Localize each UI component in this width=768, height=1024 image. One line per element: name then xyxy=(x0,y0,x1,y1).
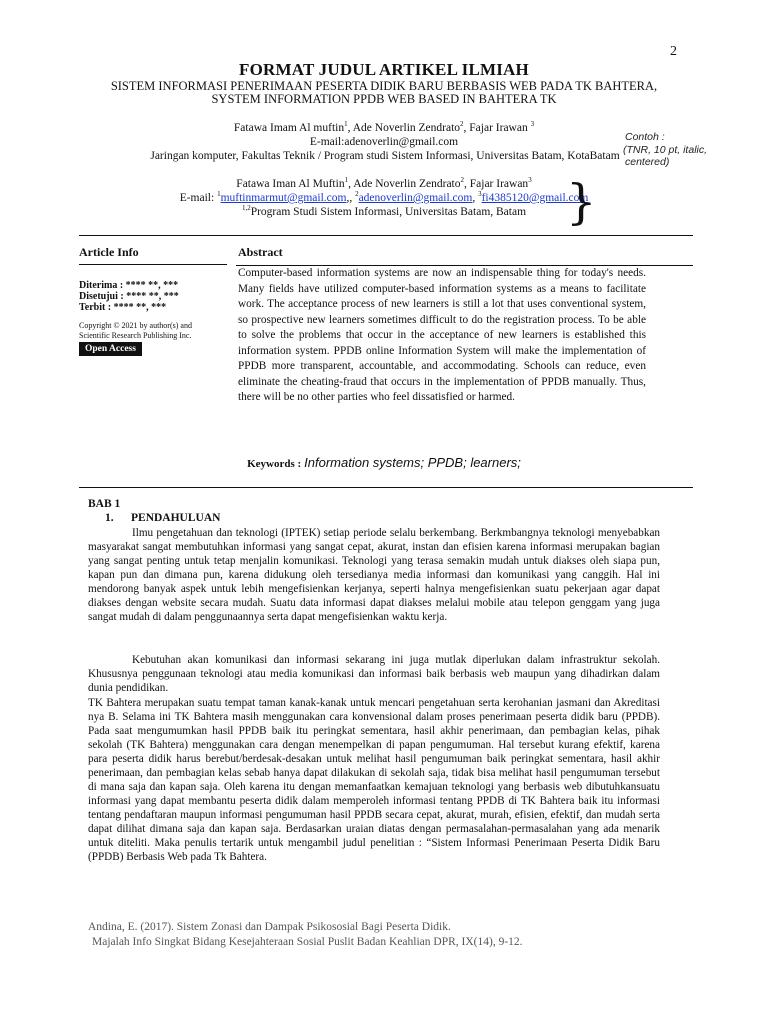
author-3: , Fajar Irawan xyxy=(464,178,529,190)
abstract-heading: Abstract xyxy=(238,245,283,259)
format-note xyxy=(625,131,765,169)
author-1-sup: 1 xyxy=(344,120,348,129)
format-note-line-3: centered) xyxy=(625,156,670,168)
reference-line-1: Andina, E. (2017). Sistem Zonasi dan Dampak Psikososial Bagi Peserta Didik. xyxy=(88,921,451,933)
affiliation-line-1: Jaringan komputer, Fakultas Teknik / Program studi Sistem Informasi, Universitas Batam, KotaBatam xyxy=(150,150,620,162)
author-2: , Ade Noverlin Zendrato xyxy=(348,178,461,190)
bottom-rule xyxy=(79,487,693,488)
affiliation-text: Program Studi Sistem Informasi, Universitas Batam, Batam xyxy=(250,206,527,218)
email-label: E-mail: xyxy=(179,192,218,204)
keywords-label: Keywords : xyxy=(247,458,302,470)
paragraph-2: Kebutuhan akan komunikasi dan informasi sekarang ini juga mutlak diperlukan dalam infrastruktur sekolah. Khususnya penggunaan teknologi atau media komunikasi dan informasi baik berbasis web maupun yang dihadirkan dalam dunia pendidikan. xyxy=(88,654,660,694)
affiliation-line-2 xyxy=(0,205,768,219)
chapter-heading: BAB 1 xyxy=(88,498,121,510)
author-3-sup: 3 xyxy=(530,120,535,129)
email-separator-2: , xyxy=(472,192,479,204)
author-2-sup: 2 xyxy=(460,176,464,185)
subtitle-line-2: SYSTEM INFORMATION PPDB WEB BASED IN BAHTERA TK xyxy=(211,92,557,106)
received-date: Diterima : **** **, *** xyxy=(79,280,179,291)
author-2: , Ade Noverlin Zendrato xyxy=(347,122,461,134)
author-1-sup: 1 xyxy=(344,176,349,185)
author-3-sup: 3 xyxy=(528,176,532,185)
email-line-1: E-mail:adenoverlin@gmail.com xyxy=(309,136,459,148)
abstract-text: Computer-based information systems are now an indispensable thing for today's needs. Many fields have utilized computer-based information systems as a means to facilitate work. The acceptance process of new learners is still a lot that uses conventional system, so prospective new learners sometimes difficult to do the registration process. To be able to solve the problems that occur in the acceptance of new learners is established this information system. PPDB online Information System will make the implementation of PPDB more transparent, accountable, and accommodating. Schools can reduce, even eliminate the cheating-fraud that occurs in the implementation of PPDB manually. Thus, there will be no other parties who feel dissatisfied or harmed. xyxy=(238,267,646,403)
email-link-1[interactable]: muftinmarmut@gmail.com xyxy=(220,192,347,204)
keywords xyxy=(0,455,768,470)
right-brace-icon: } xyxy=(566,174,597,230)
reference-line-2: Majalah Info Singkat Bidang Kesejahteraan Sosial Puslit Badan Keahlian DPR, IX(14), 9-12. xyxy=(92,936,523,948)
paragraph-1: Ilmu pengetahuan dan teknologi (IPTEK) setiap periode selalu berkembang. Berkmbangnya teknologi menyebabkan masyarakat sangat membutuhkan informasi yang sangat cepat, akurat, instan dan efisien karena informasi merupakan bagian yang sangat penting untuk tetap menjalin komunikasi. Teknologi yang terasa semakin mudah untuk diakses oleh siapa pun, kapan pun dan dimana pun, karena didukung oleh tersedianya media informasi dan komunikasi yang canggih. Hal ini mendorong banyak aspek untuk lebih mengefisienkan kerjanya, seperti halnya mengefisienkan suatu pekerjaan agar dapat diakses dengan website secara mudah. Suatu data informasi dapat diakses melalui mobile atau telepon genggam yang juga sangat mudah di dalam penggunaannya serta dapat mengefisienkan waktu kerja. xyxy=(88,527,660,623)
email-line-2 xyxy=(0,191,768,205)
email-link-2[interactable]: adenoverlin@gmail.com xyxy=(358,192,473,204)
copyright-notice: Copyright © 2021 by author(s) and Scientific Research Publishing Inc. xyxy=(79,321,192,340)
section-title: PENDAHULUAN xyxy=(131,512,221,524)
top-rule xyxy=(79,235,693,236)
email-2-sup: 2 xyxy=(355,190,359,199)
approved-date: Disetujui : **** **, *** xyxy=(79,291,179,302)
author-1: Fatawa Iman Al Muftin xyxy=(236,178,345,190)
authors-line-2 xyxy=(0,177,768,191)
article-info-heading: Article Info xyxy=(79,245,139,259)
author-1: Fatawa Imam Al muftin xyxy=(233,122,345,134)
published-date: Terbit : **** **, *** xyxy=(79,302,167,313)
article-title: FORMAT JUDUL ARTIKEL ILMIAH xyxy=(239,60,529,79)
format-note-line-1: Contoh : xyxy=(625,131,665,143)
reference xyxy=(88,920,688,950)
section-number: 1. xyxy=(105,512,114,524)
keywords-value: Information systems; PPDB; learners; xyxy=(304,455,521,470)
author-3: , Fajar Irawan xyxy=(463,122,531,134)
affiliation-sup: 1,2 xyxy=(241,204,251,213)
format-note-line-2: (TNR, 10 pt, italic, xyxy=(623,143,708,156)
subtitle-line-1: SISTEM INFORMASI PENERIMAAN PESERTA DIDIK BARU BERBASIS WEB PADA TK BAHTERA, xyxy=(110,79,658,93)
paragraph-3: TK Bahtera merupakan suatu tempat taman kanak-kanak untuk mencari pengetahuan serta kerohanian jasmani dan Akreditasi nya B. Selama ini TK Bahtera masih menggunakan cara konvensional dalam proses penerimaan peserta didik baru (PPDB). Pada saat mengumumkan hasil PPDB baik itu peringkat sementara, hasil akhir penerimaan, dan pembagian kelas, pihak sekolah (TK Bahtera) menggunakan cara dengan menempelkan di papan pengumuman. Hal tersebut kurang efektif, karena para peserta didik harus berebut/berdesak-desakan untuk melihat hasil pengumuman baik peringkat sementara, hasil akhir penerimaan, dan pembagian kelas sebab hanya dapat dilakukan di sekolah saja, tidak bisa melihat hasil pengumuman tersebut di mana saja dan kapan saja. Oleh karena itu dengan memanfaatkan kemajuan teknologi yang berbasis web dibutuhkansuatu informasi yang dapat membantu peserta didik dalam memperoleh informasi tentang PPDB di TK Bahtera baik itu informasi tentang pendaftaran maupun informasi pengumuman hasil PPDB secara cepat, akurat, murah, efisien, efektif, dan mudah serta dapat dilihat dimana saja dan kapan saja. Berdasarkan uraian diatas dengan permasalahan-permasalahan yang ada menarik untuk diteliti. Maka penulis tertarik untuk mengambil judul penelitian : “Sistem Informasi Penerimaan Peserta Didik Baru (PPDB) Berbasis Web pada Tk Bahtera. xyxy=(88,697,660,863)
author-2-sup: 2 xyxy=(460,120,464,129)
page-number: 2 xyxy=(670,44,677,59)
section-heading xyxy=(105,512,220,524)
email-separator-1: ,, xyxy=(346,192,356,204)
open-access-badge: Open Access xyxy=(79,342,142,356)
email-link-3[interactable]: fi4385120@gmail.com xyxy=(481,192,589,204)
email-1-sup: 1 xyxy=(217,190,221,199)
email-3-sup: 3 xyxy=(478,190,482,199)
article-info-rule xyxy=(79,264,227,265)
